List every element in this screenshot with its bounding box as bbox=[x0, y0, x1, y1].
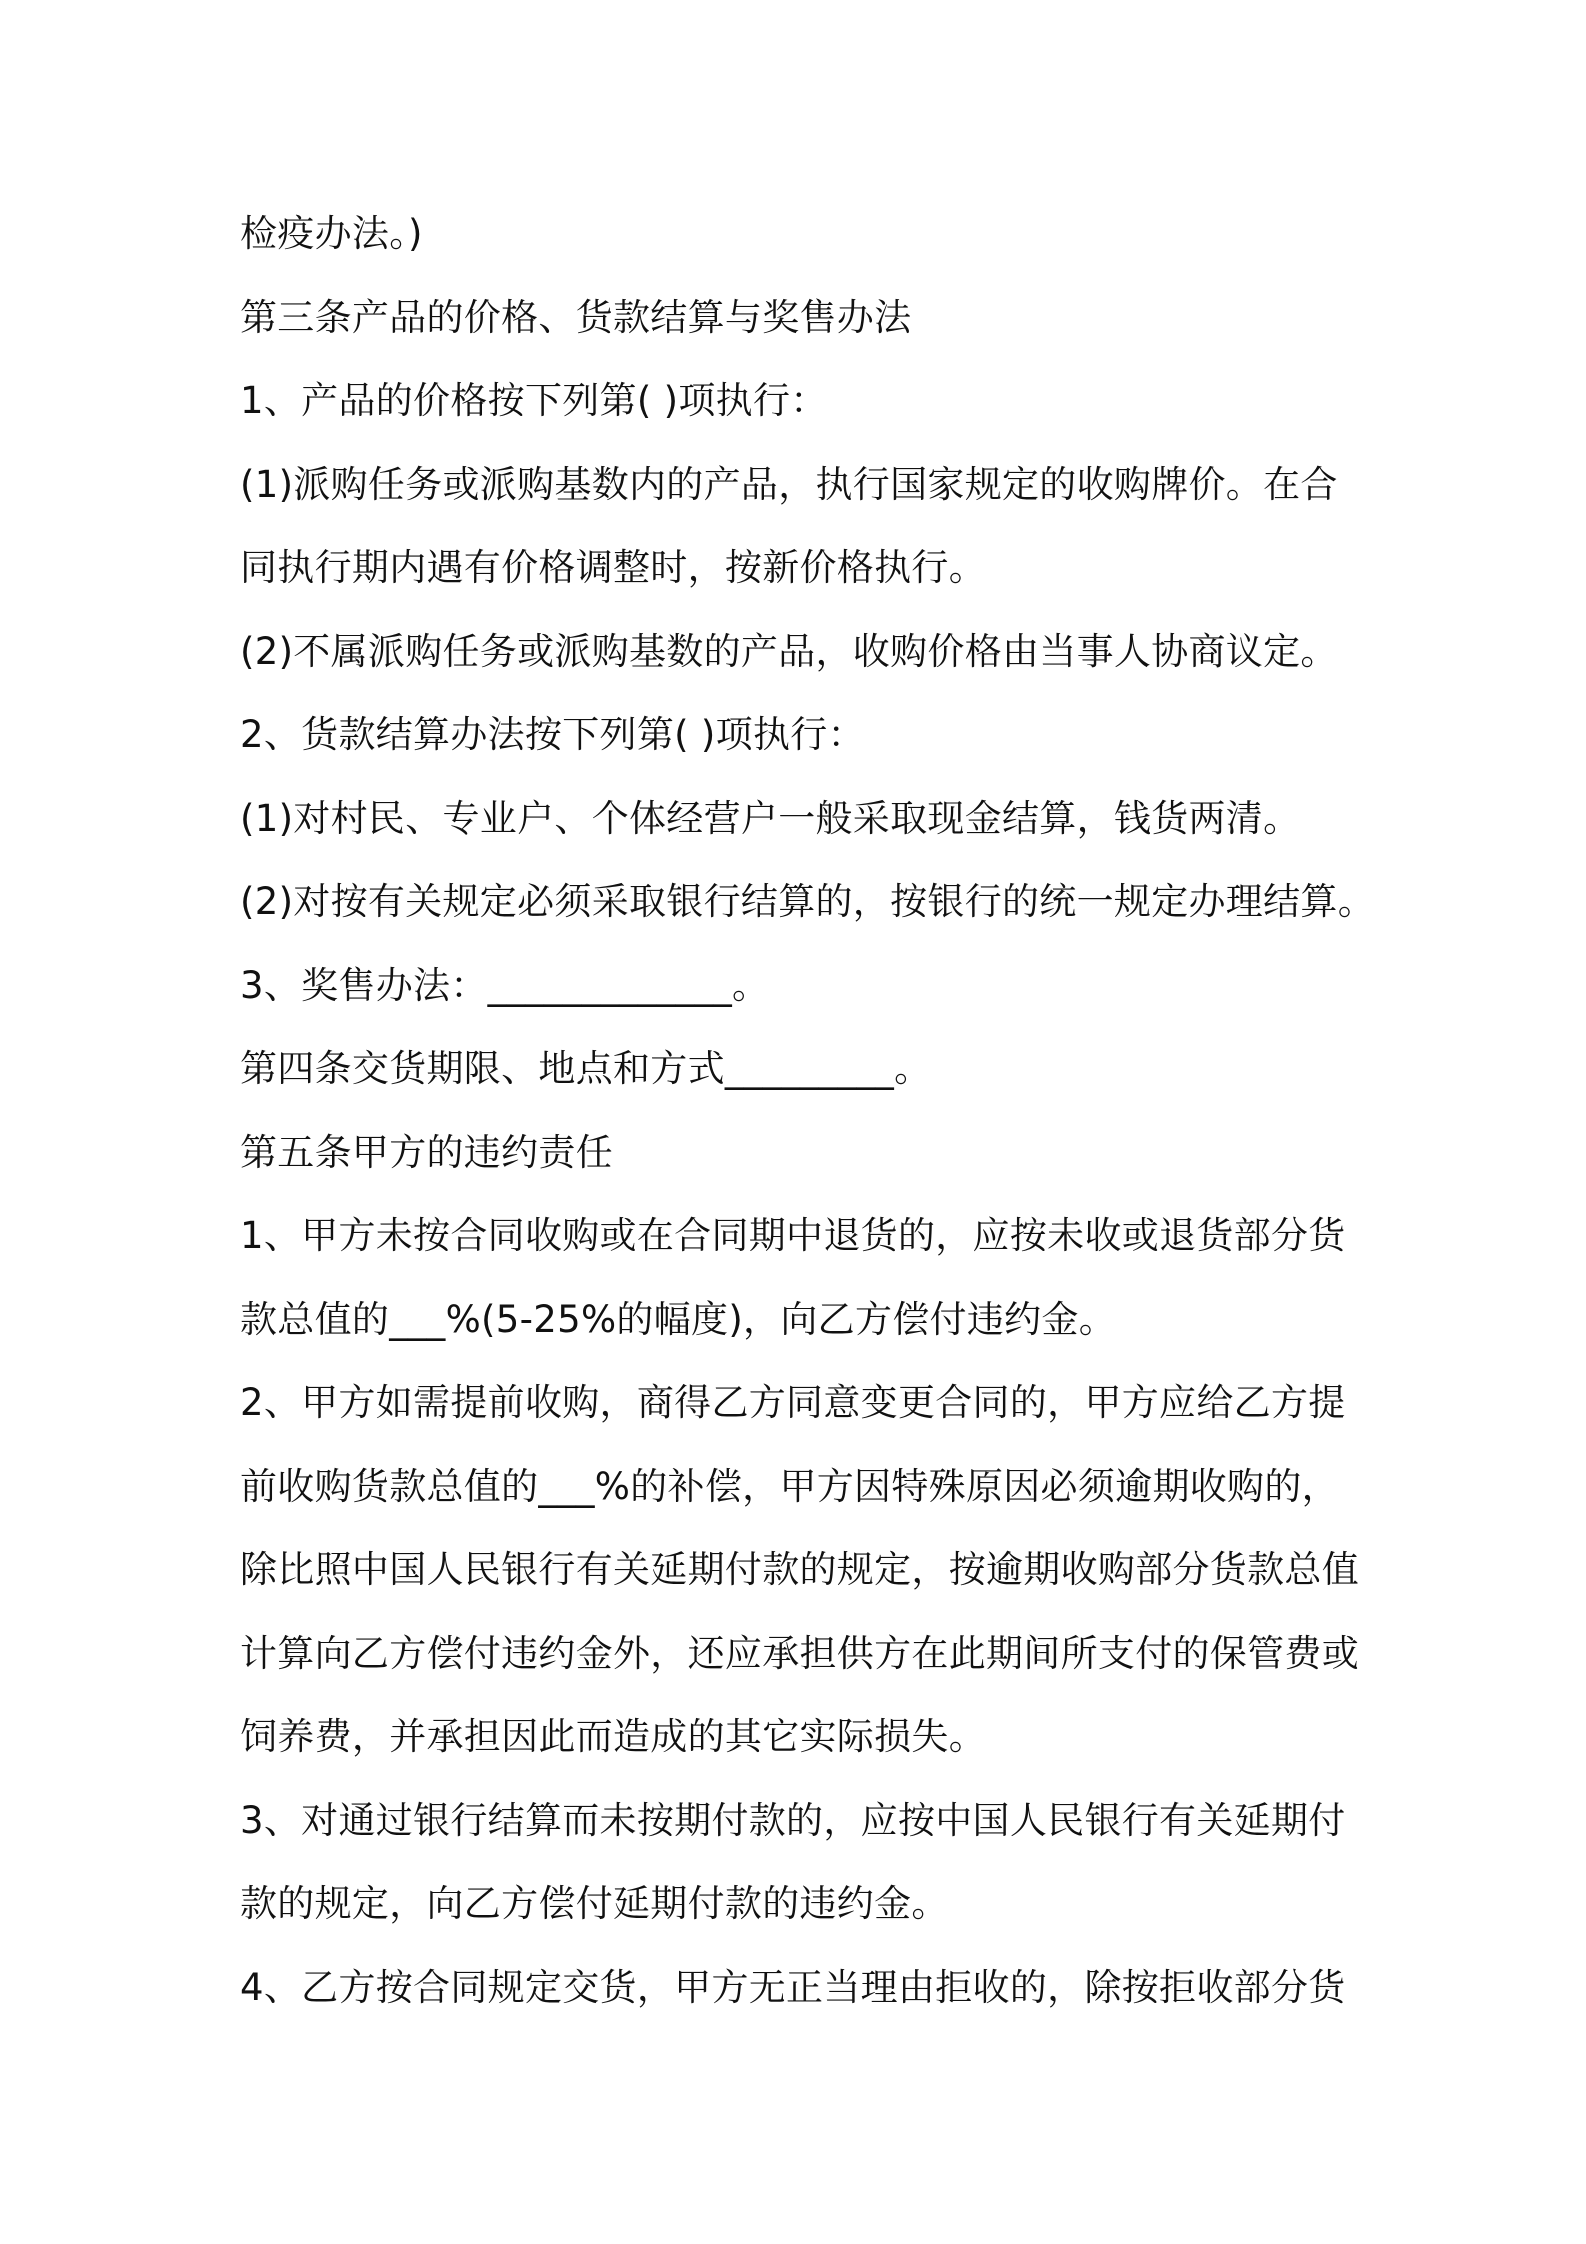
section-heading: 第四条交货期限、地点和方式_________。 bbox=[240, 1047, 932, 1090]
text-line: 前收购货款总值的___%的补偿，甲方因特殊原因必须逾期收购的， bbox=[240, 1464, 1339, 1508]
text-line: (1)派购任务或派购基数内的产品，执行国家规定的收购牌价。在合 bbox=[240, 462, 1338, 506]
section-heading: 第五条甲方的违约责任 bbox=[240, 1130, 613, 1174]
text-line: 同执行期内遇有价格调整时，按新价格执行。 bbox=[240, 546, 986, 589]
text-line: 2、货款结算办法按下列第( )项执行： bbox=[240, 713, 865, 756]
text-line: 3、奖售办法：_____________。 bbox=[240, 963, 770, 1007]
text-line: 2、甲方如需提前收购，商得乙方同意变更合同的，甲方应给乙方提 bbox=[240, 1381, 1346, 1424]
document-body bbox=[240, 192, 1376, 2029]
text-line: (2)对按有关规定必须采取银行结算的，按银行的统一规定办理结算。 bbox=[240, 880, 1376, 923]
text-line: 1、产品的价格按下列第( )项执行： bbox=[240, 379, 828, 422]
text-line: 计算向乙方偿付违约金外，还应承担供方在此期间所支付的保管费或 bbox=[240, 1631, 1359, 1675]
text-line: 1、甲方未按合同收购或在合同期中退货的，应按未收或退货部分货 bbox=[240, 1214, 1346, 1257]
text-line: 饲养费，并承担因此而造成的其它实际损失。 bbox=[240, 1715, 986, 1758]
section-heading: 第三条产品的价格、货款结算与奖售办法 bbox=[240, 295, 912, 339]
text-line: 3、对通过银行结算而未按期付款的，应按中国人民银行有关延期付 bbox=[240, 1798, 1346, 1842]
text-line: 款总值的___%(5-25%的幅度)，向乙方偿付违约金。 bbox=[240, 1297, 1117, 1341]
text-line: 检疫办法。) bbox=[240, 212, 423, 255]
text-line: (1)对村民、专业户、个体经营户一般采取现金结算，钱货两清。 bbox=[240, 796, 1301, 840]
text-line: 除比照中国人民银行有关延期付款的规定，按逾期收购部分货款总值 bbox=[240, 1548, 1359, 1591]
text-line: 款的规定，向乙方偿付延期付款的违约金。 bbox=[240, 1882, 949, 1925]
text-line: 4、乙方按合同规定交货，甲方无正当理由拒收的，除按拒收部分货 bbox=[240, 1965, 1346, 2009]
text-line: (2)不属派购任务或派购基数的产品，收购价格由当事人协商议定。 bbox=[240, 629, 1338, 673]
